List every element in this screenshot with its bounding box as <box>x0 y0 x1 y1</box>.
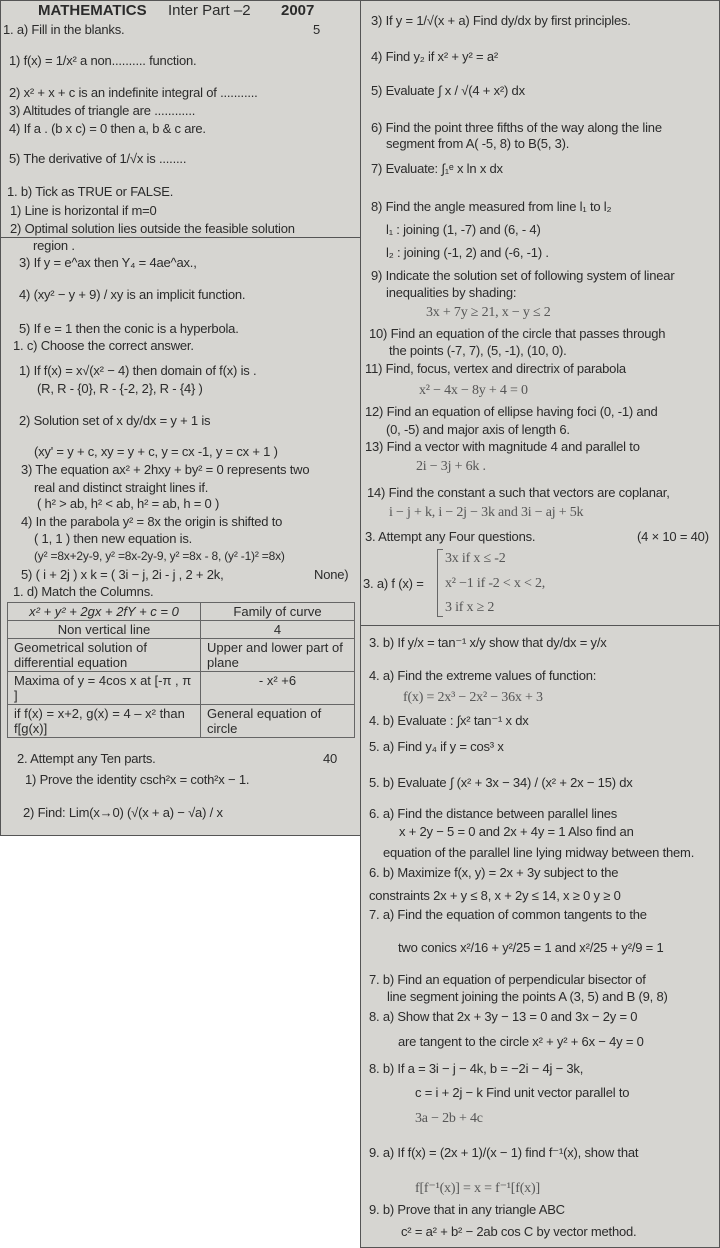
question-item: 12) Find an equation of ellipse having foci (0, -1) and <box>365 404 658 419</box>
q1d-heading: 1. d) Match the Columns. <box>13 584 154 599</box>
question-item: 2) x² + x + c is an indefinite integral of ........... <box>9 85 258 100</box>
q2-heading: 2. Attempt any Ten parts. <box>17 751 156 766</box>
question-item: 2) Optimal solution lies outside the feasible solution <box>10 221 295 236</box>
question-item: x + 2y − 5 = 0 and 2x + 4y = 1 Also find an <box>399 824 634 839</box>
question-item: 4) If a . (b x c) = 0 then a, b & c are. <box>9 121 206 136</box>
question-item: 6. a) Find the distance between parallel lines <box>369 806 618 821</box>
table-cell: General equation of circle <box>201 705 355 738</box>
question-item: (R, R - {0}, R - {-2, 2}, R - {4} ) <box>37 381 203 396</box>
question-item: 4) (xy² − y + 9) / xy is an implicit function. <box>19 287 246 302</box>
question-item: 4) Find y₂ if x² + y² = a² <box>371 49 498 64</box>
question-item: 5) The derivative of 1/√x is ........ <box>9 151 187 166</box>
left-main-panel <box>0 237 361 836</box>
table-cell: Maxima of y = 4cos x at [-π , π ] <box>8 672 201 705</box>
question-item: f(x) = 2x³ − 2x² − 36x + 3 <box>403 690 543 705</box>
question-item: 7. a) Find the equation of common tangents to the <box>369 907 647 922</box>
question-item: 9. a) If f(x) = (2x + 1)/(x − 1) find f⁻¹(x), show that <box>369 1145 639 1160</box>
question-item: 3a − 2b + 4c <box>415 1111 483 1126</box>
question-item: i − j + k, i − 2j − 3k and 3i − aj + 5k <box>389 505 584 520</box>
table-cell: if f(x) = x+2, g(x) = 4 – x² than f[g(x)] <box>8 705 201 738</box>
question-item: 10) Find an equation of the circle that passes through <box>369 326 666 341</box>
question-item: c = i + 2j − k Find unit vector parallel to <box>415 1085 630 1100</box>
question-item: 1) Line is horizontal if m=0 <box>10 203 157 218</box>
subject-title: MATHEMATICS <box>38 2 147 19</box>
left-top-panel <box>0 0 361 238</box>
q1a-marks: 5 <box>313 22 321 37</box>
table-row <box>8 603 355 621</box>
question-item: 2) Solution set of x dy/dx = y + 1 is <box>19 413 211 428</box>
question-item: None) <box>314 567 349 582</box>
table-cell: Non vertical line <box>8 621 201 639</box>
question-item: 1) If f(x) = x√(x² − 4) then domain of f(x) is . <box>19 363 257 378</box>
question-item: 1) f(x) = 1/x² a non.......... function. <box>9 53 197 68</box>
piecewise-brace <box>437 549 443 617</box>
question-item: 3) Altitudes of triangle are ............ <box>9 103 196 118</box>
match-columns-table <box>7 602 355 738</box>
question-item: 7. b) Find an equation of perpendicular bisector of <box>369 972 646 987</box>
question-item: 13) Find a vector with magnitude 4 and parallel to <box>365 439 640 454</box>
question-item: 8. b) If a = 3i − j − 4k, b = −2i − 4j − 3k, <box>369 1061 584 1076</box>
question-item: are tangent to the circle x² + y² + 6x − 4y = 0 <box>398 1034 644 1049</box>
question-item: 3. a) f (x) = <box>363 576 424 591</box>
question-item: 3x + 7y ≥ 21, x − y ≤ 2 <box>426 305 551 320</box>
question-item: f[f⁻¹(x)] = x = f⁻¹[f(x)] <box>415 1181 540 1196</box>
right-bottom-panel <box>360 625 720 1248</box>
table-cell: x² + y² + 2gx + 2fY + c = 0 <box>8 603 201 621</box>
question-item: 8. a) Show that 2x + 3y − 13 = 0 and 3x − 2y = 0 <box>369 1009 638 1024</box>
question-item: 5. a) Find y₄ if y = cos³ x <box>369 739 504 754</box>
question-item: 5) ( i + 2j ) x k = ( 3i − j, 2i - j , 2 + 2k, <box>21 567 224 582</box>
question-item: (y² =8x+2y-9, y² =8x-2y-9, y² =8x - 8, (y² -1)² =8x) <box>34 549 285 563</box>
question-item: 6) Find the point three fifths of the way along the line <box>371 120 662 135</box>
question-item: 1) Prove the identity csch²x = coth²x − 1. <box>25 772 250 787</box>
q1a-heading: 1. a) Fill in the blanks. <box>3 22 125 37</box>
q1b-heading: 1. b) Tick as TRUE or FALSE. <box>7 184 174 199</box>
question-item: 7) Evaluate: ∫₁ᵉ x ln x dx <box>371 161 503 176</box>
question-item: 3) If y = 1/√(x + a) Find dy/dx by first principles. <box>371 13 631 28</box>
question-item: region . <box>33 238 75 253</box>
question-item: 11) Find, focus, vertex and directrix of parabola <box>365 361 626 376</box>
question-item: l₁ : joining (1, -7) and (6, - 4) <box>386 222 541 237</box>
q1c-heading: 1. c) Choose the correct answer. <box>13 338 194 353</box>
question-item: 4. a) Find the extreme values of function: <box>369 668 597 683</box>
question-item: real and distinct straight lines if. <box>34 480 209 495</box>
question-item: 8) Find the angle measured from line l₁ to l₂ <box>371 199 612 214</box>
question-item: 9. b) Prove that in any triangle ABC <box>369 1202 565 1217</box>
question-item: 14) Find the constant a such that vectors are coplanar, <box>367 485 670 500</box>
question-item: x² − 4x − 8y + 4 = 0 <box>419 383 528 398</box>
question-item: 4. b) Evaluate : ∫x² tan⁻¹ x dx <box>369 713 529 728</box>
question-item: 5) Evaluate ∫ x / √(4 + x²) dx <box>371 83 525 98</box>
table-cell: Geometrical solution of differential equation <box>8 639 201 672</box>
question-item: (xy' = y + c, xy = y + c, y = cx -1, y = cx + 1 ) <box>34 444 278 459</box>
question-item: (0, -5) and major axis of length 6. <box>386 422 570 437</box>
question-item: c² = a² + b² − 2ab cos C by vector method. <box>401 1224 637 1239</box>
table-row <box>8 639 355 672</box>
question-item: ( 1, 1 ) then new equation is. <box>34 531 193 546</box>
question-item: 3) If y = e^ax then Y₄ = 4ae^ax., <box>19 255 197 270</box>
piecewise-case: 3 if x ≥ 2 <box>445 600 495 615</box>
table-cell: Upper and lower part of plane <box>201 639 355 672</box>
q3-heading: 3. Attempt any Four questions. <box>365 529 536 544</box>
piecewise-case: 3x if x ≤ -2 <box>445 551 506 566</box>
question-item: 2i − 3j + 6k . <box>416 459 486 474</box>
question-item: two conics x²/16 + y²/25 = 1 and x²/25 + y²/9 = 1 <box>398 940 664 955</box>
question-item: the points (-7, 7), (5, -1), (10, 0). <box>389 343 567 358</box>
question-item: 5. b) Evaluate ∫ (x² + 3x − 34) / (x² + 2x − 15) dx <box>369 775 633 790</box>
table-row <box>8 672 355 705</box>
year: 2007 <box>281 2 315 19</box>
question-item: 9) Indicate the solution set of following system of linear <box>371 268 675 283</box>
question-item: 3) The equation ax² + 2hxy + by² = 0 represents two <box>21 462 310 477</box>
question-item: constraints 2x + y ≤ 8, x + 2y ≤ 14, x ≥ 0 y ≥ 0 <box>369 888 621 903</box>
question-item: 3. b) If y/x = tan⁻¹ x/y show that dy/dx = y/x <box>369 635 607 650</box>
table-row <box>8 705 355 738</box>
question-item: 5) If e = 1 then the conic is a hyperbola. <box>19 321 239 336</box>
table-cell: Family of curve <box>201 603 355 621</box>
table-cell: - x² +6 <box>201 672 355 705</box>
table-row <box>8 621 355 639</box>
question-item: 4) In the parabola y² = 8x the origin is shifted to <box>21 514 283 529</box>
question-item: inequalities by shading: <box>386 285 517 300</box>
question-item: 2) Find: Lim(x→0) (√(x + a) − √a) / x <box>23 805 223 820</box>
piecewise-case: x² −1 if -2 < x < 2, <box>445 576 546 591</box>
q3-marks: (4 × 10 = 40) <box>637 529 709 544</box>
table-cell: 4 <box>201 621 355 639</box>
right-top-panel <box>360 0 720 626</box>
question-item: segment from A( -5, 8) to B(5, 3). <box>386 136 570 151</box>
q2-marks: 40 <box>323 751 338 766</box>
question-item: l₂ : joining (-1, 2) and (-6, -1) . <box>386 245 549 260</box>
part-title: Inter Part –2 <box>168 2 251 19</box>
question-item: equation of the parallel line lying midway between them. <box>383 845 695 860</box>
question-item: 6. b) Maximize f(x, y) = 2x + 3y subject to the <box>369 865 619 880</box>
question-item: line segment joining the points A (3, 5) and B (9, 8) <box>387 989 668 1004</box>
question-item: ( h² > ab, h² < ab, h² = ab, h = 0 ) <box>37 496 220 511</box>
